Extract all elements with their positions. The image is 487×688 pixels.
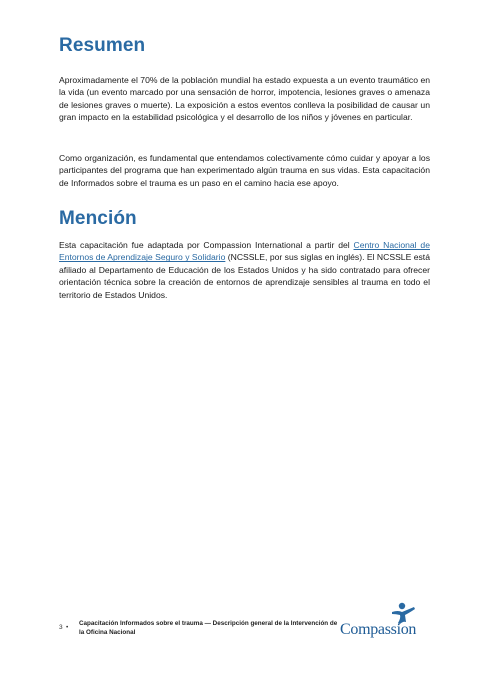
footer-bullet: • <box>66 624 69 631</box>
paragraph-mencion <box>59 239 430 301</box>
text-after-link: (NCSSLE, por sus siglas en inglés). El NCSSLE está afiliado al Departamento de Educación de los Estados Unidos y ha sido contratado para ofrecer orientación técnica sobre la creación de entornos de aprendizaje sensibles al trauma en todo el territorio de Estados Unidos. <box>59 252 430 300</box>
compassion-logo <box>340 602 440 642</box>
page-number: 3 <box>59 624 63 631</box>
footer-title: Capacitación Informados sobre el trauma — Descripción general de la Intervención de la Oficina Nacional <box>79 620 338 636</box>
heading-mencion: Mención <box>59 208 137 229</box>
text-before-link: Esta capacitación fue adaptada por Compassion International a partir del <box>59 240 354 250</box>
paragraph-text: Aproximadamente el 70% de la población mundial ha estado expuesta a un evento traumático en la vida (un evento marcado por una sensación de horror, impotencia, lesiones graves o amenaza de lesiones graves o muerte). La exposición a estos eventos conlleva la posibilidad de causar un gran impacto en la estabilidad psicológica y el desarrollo de los niños y jóvenes en particular. <box>59 75 430 123</box>
ncssle-link[interactable]: Centro Nacional de Entornos de Aprendizaje Seguro y Solidario <box>59 240 430 263</box>
paragraph-text <box>59 239 430 301</box>
paragraph-resumen-1 <box>59 74 430 124</box>
paragraph-text: Como organización, es fundamental que entendamos colectivamente cómo cuidar y apoyar a los participantes del programa que han experimentado algún trauma en sus vidas. Esta capacitación de Informados sobre el trauma es un paso en el camino hacia ese apoyo. <box>59 153 430 188</box>
heading-resumen: Resumen <box>59 35 146 56</box>
paragraph-resumen-2 <box>59 152 430 189</box>
logo-text: Compassion <box>340 621 417 638</box>
